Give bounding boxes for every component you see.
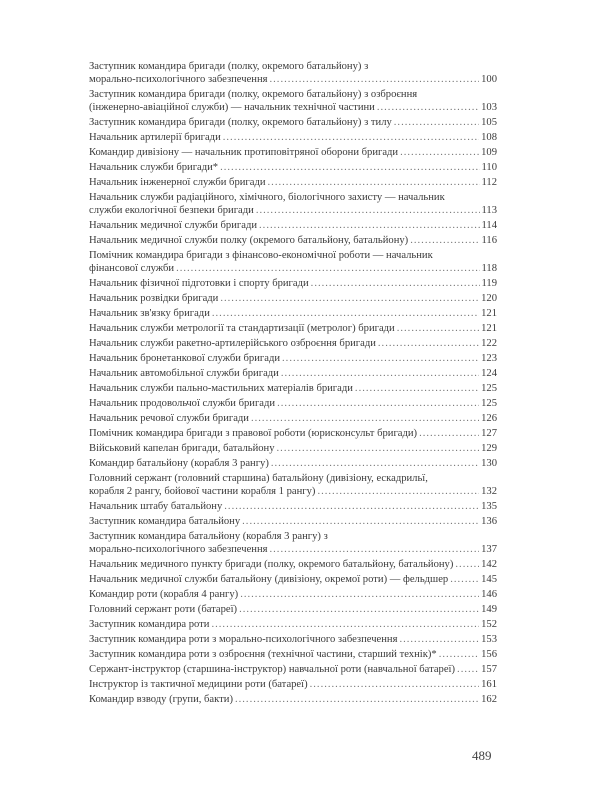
toc-entry-title: Заступник командира роти з морально-психологічного забезпечення — [89, 634, 398, 645]
toc-entry-row — [89, 73, 497, 86]
dot-leader — [277, 442, 480, 455]
toc-entry[interactable] — [89, 442, 497, 455]
dot-leader — [256, 204, 480, 217]
dot-leader — [271, 457, 479, 470]
toc-entry-title: Командир батальйону (корабля 3 рангу) — [89, 458, 269, 469]
toc-entry-row — [89, 457, 497, 470]
dot-leader — [281, 367, 479, 380]
toc-entry[interactable] — [89, 367, 497, 380]
toc-entry[interactable] — [89, 249, 497, 275]
toc-entry-title: Начальник медичної служби бригади — [89, 220, 258, 231]
dot-leader — [378, 337, 479, 350]
toc-entry-row — [89, 588, 497, 601]
toc-entry[interactable] — [89, 116, 497, 129]
toc-entry-row — [89, 292, 497, 305]
toc-entry-page: 100 — [481, 74, 497, 85]
toc-entry-row — [89, 618, 497, 631]
dot-leader — [311, 277, 480, 290]
toc-entry-title: Помічник командира бригади з правової роботи (юрисконсульт бригади) — [89, 428, 418, 439]
toc-entry-title: Начальник інженерної служби бригади — [89, 177, 266, 188]
toc-entry-row — [89, 367, 497, 380]
toc-entry-row — [89, 146, 497, 159]
dot-leader — [310, 678, 479, 691]
toc-entry[interactable] — [89, 382, 497, 395]
toc-entry-page: 145 — [481, 574, 497, 585]
dot-leader — [439, 648, 479, 661]
toc-entry[interactable] — [89, 515, 497, 528]
toc-entry-page: 122 — [481, 338, 497, 349]
toc-entry-row — [89, 543, 497, 556]
toc-entry-row — [89, 337, 497, 350]
toc-entry-page: 123 — [481, 353, 497, 364]
toc-entry-title: Інструктор із тактичної медицини роти (батареї) — [89, 679, 308, 690]
toc-entry-row — [89, 485, 497, 498]
toc-entry[interactable] — [89, 663, 497, 676]
toc-entry-page: 113 — [481, 205, 497, 216]
toc-entry-title: Командир дивізіону — начальник протиповітряної оборони бригади — [89, 147, 399, 158]
dot-leader — [419, 427, 479, 440]
toc-entry-row — [89, 397, 497, 410]
dot-leader — [220, 292, 479, 305]
toc-entry[interactable] — [89, 472, 497, 498]
toc-entry-row — [89, 116, 497, 129]
toc-entry[interactable] — [89, 397, 497, 410]
toc-entry-title: Сержант-інструктор (старшина-інструктор) навчальної роти (навчальної батареї) — [89, 664, 456, 675]
toc-entry-page: 132 — [481, 486, 497, 497]
dot-leader — [377, 101, 479, 114]
toc-entry-title: Начальник бронетанкової служби бригади — [89, 353, 281, 364]
toc-entry-page: 129 — [481, 443, 497, 454]
dot-leader — [259, 219, 479, 232]
toc-entry-page: 156 — [481, 649, 497, 660]
dot-leader — [399, 633, 479, 646]
toc-entry-row — [89, 693, 497, 706]
page-number: 489 — [472, 748, 492, 763]
toc-entry-title: Заступник командира батальйону (корабля 3 рангу) з — [89, 531, 328, 542]
toc-entry-row — [89, 515, 497, 528]
toc-entry-title: Начальник медичної служби полку (окремого батальйону, батальйону) — [89, 235, 409, 246]
dot-leader — [235, 693, 479, 706]
toc-entry-page: 112 — [481, 177, 497, 188]
dot-leader — [317, 485, 479, 498]
toc-entry-page: 119 — [481, 278, 497, 289]
toc-entry[interactable] — [89, 219, 497, 232]
dot-leader — [410, 234, 479, 247]
toc-entry[interactable] — [89, 131, 497, 144]
toc-entry[interactable] — [89, 678, 497, 691]
toc-entry[interactable] — [89, 618, 497, 631]
toc-entry-row — [89, 204, 497, 217]
toc-entry-title: Заступник командира роти з озброєння (технічної частини, старший технік)* — [89, 649, 437, 660]
dot-leader — [220, 161, 479, 174]
toc-entry[interactable] — [89, 588, 497, 601]
toc-entry-title: Командир роти (корабля 4 рангу) — [89, 589, 239, 600]
toc-entry-page: 121 — [481, 323, 497, 334]
table-of-contents — [89, 60, 497, 708]
toc-entry-title: Начальник служби радіаційного, хімічного, біологічного захисту — начальник — [89, 192, 445, 203]
toc-entry[interactable] — [89, 322, 497, 335]
toc-entry-row — [89, 382, 497, 395]
dot-leader — [242, 515, 479, 528]
toc-entry-row — [89, 663, 497, 676]
toc-entry-page: 130 — [481, 458, 497, 469]
toc-entry-title: Начальник речової служби бригади — [89, 413, 249, 424]
toc-entry-row — [89, 131, 497, 144]
toc-entry-page: 109 — [481, 147, 497, 158]
toc-entry-title: Начальник служби бригади* — [89, 162, 219, 173]
dot-leader — [176, 262, 479, 275]
toc-entry-row — [89, 234, 497, 247]
dot-leader — [239, 603, 479, 616]
toc-entry-row — [89, 500, 497, 513]
toc-entry[interactable] — [89, 648, 497, 661]
toc-entry-title: Заступник командира бригади (полку, окремого батальйону) з озброєння — [89, 89, 418, 100]
toc-entry-row — [89, 101, 497, 114]
toc-entry-row — [89, 219, 497, 232]
toc-entry-title: Заступник командира бригади (полку, окремого батальйону) з — [89, 61, 369, 72]
toc-entry-title: Начальник розвідки бригади — [89, 293, 219, 304]
toc-entry-title: Начальник служби метрології та стандартизації (метролог) бригади — [89, 323, 395, 334]
toc-entry-page: 157 — [481, 664, 497, 675]
dot-leader — [211, 618, 479, 631]
toc-entry-title: морально-психологічного забезпечення — [89, 544, 268, 555]
toc-entry-row — [89, 427, 497, 440]
toc-entry-page: 152 — [481, 619, 497, 630]
toc-entry-title: Заступник командира роти — [89, 619, 210, 630]
toc-entry-page: 125 — [481, 398, 497, 409]
toc-entry-page: 136 — [481, 516, 497, 527]
toc-entry-page: 103 — [481, 102, 497, 113]
toc-entry-title: фінансової служби — [89, 263, 175, 274]
toc-entry[interactable] — [89, 457, 497, 470]
dot-leader — [457, 663, 479, 676]
toc-entry-title: (інженерно-авіаційної служби) — начальник технічної частини — [89, 102, 375, 113]
toc-entry-title: корабля 2 рангу, бойової частини корабля 1 рангу) — [89, 486, 316, 497]
toc-entry-row — [89, 442, 497, 455]
toc-entry[interactable] — [89, 292, 497, 305]
toc-entry-page: 153 — [481, 634, 497, 645]
toc-entry-title: Помічник командира бригади з фінансово-економічної роботи — начальник — [89, 250, 433, 261]
toc-entry-page: 120 — [481, 293, 497, 304]
toc-entry-page: 118 — [481, 263, 497, 274]
toc-entry-page: 135 — [481, 501, 497, 512]
toc-entry-title: Начальник медичної служби батальйону (дивізіону, окремої роти) — фельдшер — [89, 574, 449, 585]
toc-entry-title: Начальник штабу батальйону — [89, 501, 223, 512]
toc-entry-page: 121 — [481, 308, 497, 319]
toc-entry[interactable] — [89, 176, 497, 189]
toc-entry-page: 149 — [481, 604, 497, 615]
toc-entry[interactable] — [89, 60, 497, 86]
toc-entry-row — [89, 412, 497, 425]
toc-entry-page: 110 — [481, 162, 497, 173]
toc-entry-page: 105 — [481, 117, 497, 128]
toc-entry[interactable] — [89, 161, 497, 174]
toc-entry-title: служби екологічної безпеки бригади — [89, 205, 254, 216]
toc-entry-page: 126 — [481, 413, 497, 424]
toc-entry[interactable] — [89, 573, 497, 586]
toc-entry[interactable] — [89, 558, 497, 571]
toc-entry-page: 161 — [481, 679, 497, 690]
toc-entry-row — [89, 678, 497, 691]
toc-entry[interactable] — [89, 500, 497, 513]
dot-leader — [394, 116, 479, 129]
dot-leader — [282, 352, 479, 365]
dot-leader — [240, 588, 479, 601]
toc-entry-title: Головний сержант (головний старшина) батальйону (дивізіону, ескадрильї, — [89, 473, 428, 484]
toc-entry-page: 124 — [481, 368, 497, 379]
toc-entry-row — [89, 161, 497, 174]
toc-entry-title: Начальник зв'язку бригади — [89, 308, 210, 319]
dot-leader — [251, 412, 479, 425]
dot-leader — [212, 307, 479, 320]
toc-entry[interactable] — [89, 427, 497, 440]
toc-entry[interactable] — [89, 412, 497, 425]
toc-entry[interactable] — [89, 633, 497, 646]
toc-entry-title: Командир взводу (групи, бакти) — [89, 694, 233, 705]
toc-entry-title: Начальник автомобільної служби бригади — [89, 368, 279, 379]
toc-entry[interactable] — [89, 530, 497, 556]
toc-entry-row — [89, 352, 497, 365]
toc-entry-title: Військовий капелан бригади, батальйону — [89, 443, 275, 454]
dot-leader — [270, 543, 480, 556]
dot-leader — [397, 322, 479, 335]
toc-entry[interactable] — [89, 307, 497, 320]
dot-leader — [268, 176, 480, 189]
toc-entry-row — [89, 558, 497, 571]
toc-entry-page: 142 — [481, 559, 497, 570]
dot-leader — [277, 397, 479, 410]
toc-entry-title: Начальник артилерії бригади — [89, 132, 221, 143]
toc-entry-title: Заступник командира батальйону — [89, 516, 241, 527]
toc-entry-title: Головний сержант роти (батареї) — [89, 604, 238, 615]
toc-entry-title: морально-психологічного забезпечення — [89, 74, 268, 85]
toc-entry-page: 127 — [481, 428, 497, 439]
toc-entry-title: Заступник командира бригади (полку, окремого батальйону) з тилу — [89, 117, 392, 128]
toc-entry-page: 137 — [481, 544, 497, 555]
toc-entry-row — [89, 277, 497, 290]
toc-entry[interactable] — [89, 88, 497, 114]
toc-entry[interactable] — [89, 603, 497, 616]
dot-leader — [400, 146, 479, 159]
toc-entry[interactable] — [89, 234, 497, 247]
toc-entry-page: 146 — [481, 589, 497, 600]
toc-entry-row — [89, 176, 497, 189]
toc-entry-row — [89, 262, 497, 275]
dot-leader — [455, 558, 479, 571]
dot-leader — [270, 73, 480, 86]
toc-entry-title: Начальник фізичної підготовки і спорту бригади — [89, 278, 309, 289]
dot-leader — [450, 573, 479, 586]
toc-entry-page: 162 — [481, 694, 497, 705]
toc-entry-page: 125 — [481, 383, 497, 394]
toc-entry-page: 114 — [481, 220, 497, 231]
toc-entry-row — [89, 648, 497, 661]
toc-entry[interactable] — [89, 277, 497, 290]
dot-leader — [224, 500, 479, 513]
toc-entry-title: Начальник служби пально-мастильних матеріалів бригади — [89, 383, 353, 394]
toc-entry-title: Начальник продовольчої служби бригади — [89, 398, 276, 409]
toc-entry[interactable] — [89, 337, 497, 350]
toc-entry[interactable] — [89, 191, 497, 217]
toc-entry-row — [89, 633, 497, 646]
toc-entry-page: 108 — [481, 132, 497, 143]
toc-entry-title: Начальник служби ракетно-артилерійського озброєння бригади — [89, 338, 376, 349]
toc-entry-title: Начальник медичного пункту бригади (полку, окремого батальйону, батальйону) — [89, 559, 454, 570]
toc-entry[interactable] — [89, 352, 497, 365]
dot-leader — [355, 382, 479, 395]
toc-entry-row — [89, 573, 497, 586]
toc-entry-row — [89, 322, 497, 335]
toc-entry-row — [89, 307, 497, 320]
dot-leader — [223, 131, 479, 144]
toc-entry-page: 116 — [481, 235, 497, 246]
toc-entry[interactable] — [89, 693, 497, 706]
toc-entry[interactable] — [89, 146, 497, 159]
toc-entry-row — [89, 603, 497, 616]
